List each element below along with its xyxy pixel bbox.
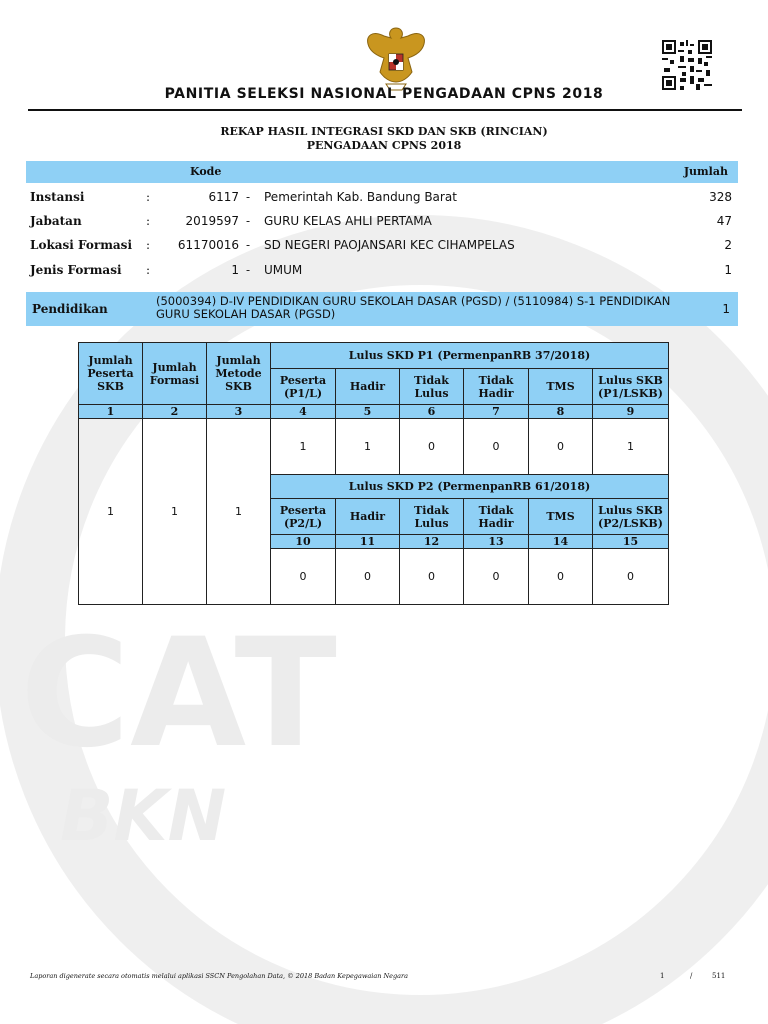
pendidikan-label: Pendidikan [32,302,108,316]
col-number: 7 [464,405,529,419]
header-p1-title: Lulus SKD P1 (PermenpanRB 37/2018) [271,343,669,369]
pendidikan-value: 1 [722,302,730,316]
col-number: 6 [400,405,464,419]
header-p1-lulus-skb: Lulus SKB (P1/LSKB) [593,369,669,405]
row-dash: - [246,190,251,204]
kode-header: Kode [190,165,222,178]
col-number: 11 [336,535,400,549]
value-p2-tidak-hadir: 0 [464,549,529,605]
row-colon: : [146,238,151,252]
col-number: 9 [593,405,669,419]
header-jumlah-formasi: Jumlah Formasi [143,343,207,405]
summary-row-instansi [30,190,734,210]
header-p1-tms: TMS [529,369,593,405]
summary-row-jabatan [30,214,734,234]
header-p1-tidak-lulus: Tidak Lulus [400,369,464,405]
value-p2-peserta: 0 [271,549,336,605]
value-p1-peserta: 1 [271,419,336,475]
col-number: 14 [529,535,593,549]
header-p2-tidak-hadir: Tidak Hadir [464,499,529,535]
qr-code-icon [662,40,712,90]
value-p1-lulus-skb: 1 [593,419,669,475]
row-dash: - [246,238,251,252]
row-label: Jabatan [30,214,82,228]
row-description: SD NEGERI PAOJANSARI KEC CIHAMPELAS [264,238,515,252]
row-label: Instansi [30,190,85,204]
row-dash: - [246,214,251,228]
report-subtitle-2: PENGADAAN CPNS 2018 [306,139,462,152]
summary-row-jenis [30,263,734,283]
value-p2-tidak-lulus: 0 [400,549,464,605]
svg-text:BKN: BKN [60,775,227,857]
col-number: 15 [593,535,669,549]
row-label: Jenis Formasi [30,263,122,277]
row-description: Pemerintah Kab. Bandung Barat [264,190,457,204]
header-p2-title: Lulus SKD P2 (PermenpanRB 61/2018) [271,475,669,499]
page-total: 511 [712,972,726,980]
row-value: 328 [709,190,732,204]
pendidikan-text: (5000394) D-IV PENDIDIKAN GURU SEKOLAH DASAR (PGSD) / (5110984) S-1 PENDIDIKAN GURU SEKOLAH DASAR (PGSD) [156,294,671,321]
pendidikan-bar [26,292,738,326]
col-number: 12 [400,535,464,549]
value-p1-tidak-hadir: 0 [464,419,529,475]
row-code: 1 [231,263,239,277]
header-p2-peserta: Peserta (P2/L) [271,499,336,535]
svg-text:CAT: CAT [20,607,337,781]
row-description: GURU KELAS AHLI PERTAMA [264,214,432,228]
col-number: 5 [336,405,400,419]
value-p1-tms: 0 [529,419,593,475]
header-p2-tidak-lulus: Tidak Lulus [400,499,464,535]
report-subtitle: REKAP HASIL INTEGRASI SKD DAN SKB (RINCIAN) [220,125,548,138]
row-value: 47 [716,214,732,228]
header-jumlah-peserta: Jumlah Peserta SKB [79,343,143,405]
header-p2-lulus-skb: Lulus SKB (P2/LSKB) [593,499,669,535]
summary-header-bar [26,161,738,183]
row-code: 61170016 [177,238,239,252]
row-colon: : [146,190,151,204]
value-jumlah-metode: 1 [207,419,271,605]
page-title: PANITIA SELEKSI NASIONAL PENGADAAN CPNS 2018 [164,86,604,102]
row-dash: - [246,263,251,277]
row-code: 2019597 [185,214,239,228]
row-colon: : [146,263,151,277]
row-label: Lokasi Formasi [30,238,132,252]
page-separator: / [690,972,693,980]
title-divider [28,109,742,111]
col-number: 2 [143,405,207,419]
row-code: 6117 [208,190,239,204]
rekap-table [78,342,669,605]
row-description: UMUM [264,263,303,277]
jumlah-header: Jumlah [683,165,728,178]
header-p2-hadir: Hadir [336,499,400,535]
row-value: 1 [724,263,732,277]
header-p1-tidak-hadir: Tidak Hadir [464,369,529,405]
value-p2-hadir: 0 [336,549,400,605]
value-p1-tidak-lulus: 0 [400,419,464,475]
value-jumlah-peserta: 1 [79,419,143,605]
col-number: 3 [207,405,271,419]
header-p1-hadir: Hadir [336,369,400,405]
row-value: 2 [724,238,732,252]
col-number: 4 [271,405,336,419]
footer-note: Laporan digenerate secara otomatis melalui aplikasi SSCN Pengolahan Data, © 2018 Badan Kepegawaian Negara [30,972,409,980]
value-p1-hadir: 1 [336,419,400,475]
col-number: 13 [464,535,529,549]
header-jumlah-metode: Jumlah Metode SKB [207,343,271,405]
garuda-emblem-icon [362,22,430,94]
value-p2-lulus-skb: 0 [593,549,669,605]
value-p2-tms: 0 [529,549,593,605]
summary-row-lokasi [30,238,734,258]
col-number: 1 [79,405,143,419]
col-number: 8 [529,405,593,419]
page-current: 1 [660,972,665,980]
header-p1-peserta: Peserta (P1/L) [271,369,336,405]
row-colon: : [146,214,151,228]
value-jumlah-formasi: 1 [143,419,207,605]
header-p2-tms: TMS [529,499,593,535]
col-number: 10 [271,535,336,549]
